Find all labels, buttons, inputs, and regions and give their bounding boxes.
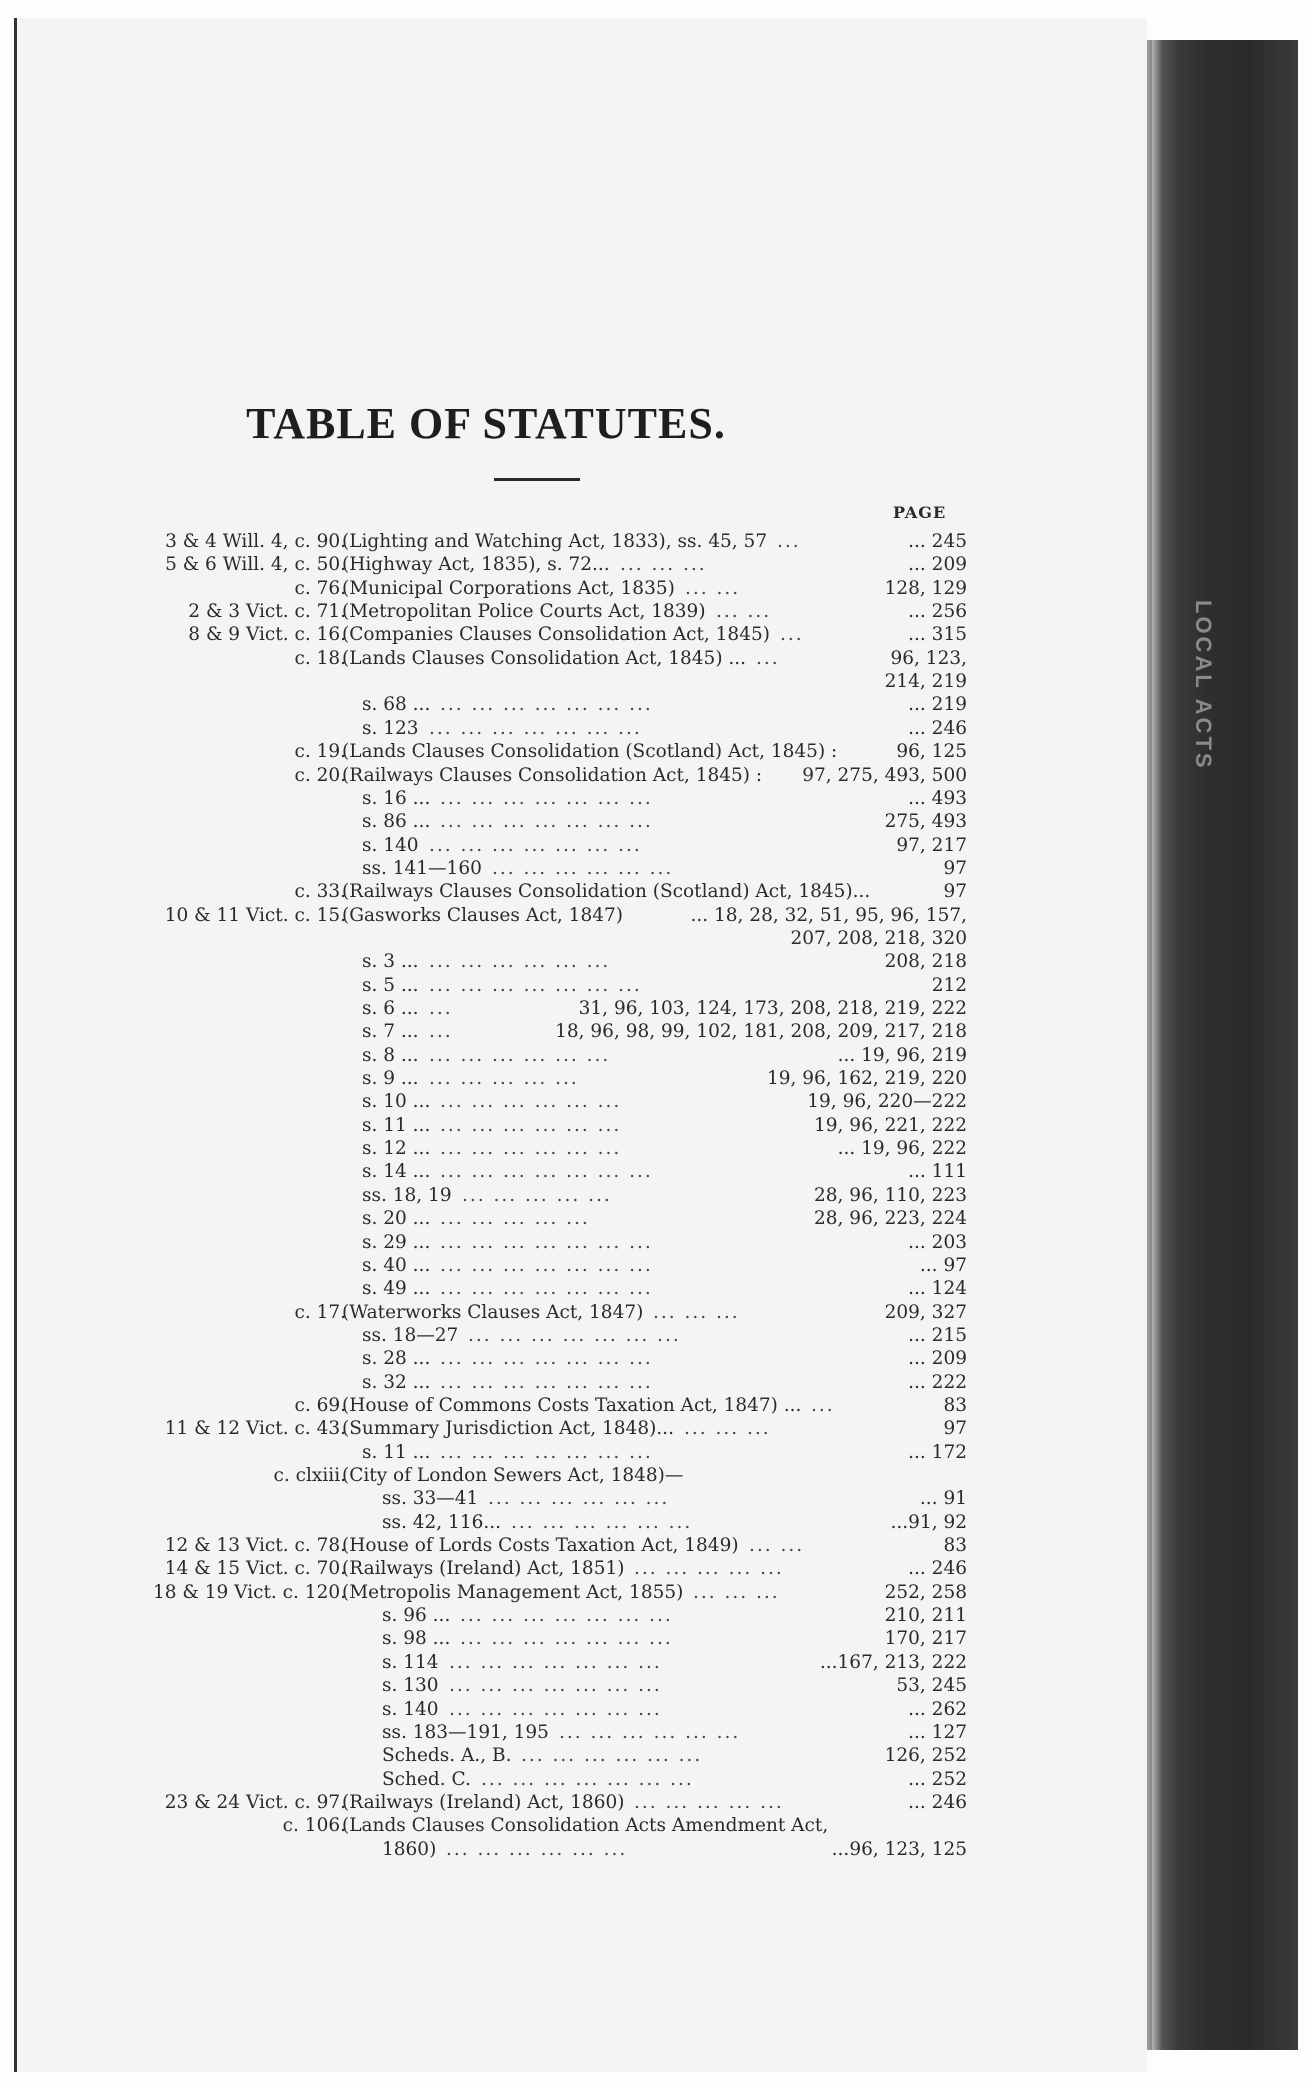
- statute-description: s. 7 ...: [362, 1021, 419, 1043]
- table-row: [0, 741, 1312, 762]
- leader-dots: ... ... ... ... ... ... ...: [460, 1605, 673, 1627]
- leader-dots: ... ... ... ... ... ... ...: [429, 834, 642, 856]
- statute-description: s. 123: [362, 717, 419, 739]
- statute-reference: 14 & 15 Vict. c. 70.: [164, 1558, 346, 1580]
- table-row: [0, 1372, 1312, 1393]
- page-reference: 83: [943, 1394, 967, 1416]
- table-row: [0, 951, 1312, 972]
- table-row: [0, 1255, 1312, 1276]
- table-row: [0, 1208, 1312, 1229]
- statute-reference: 5 & 6 Will. 4, c. 50.: [165, 554, 346, 576]
- leader-dots: ... ... ... ... ... ... ...: [449, 1675, 662, 1697]
- statute-description: s. 20 ...: [362, 1208, 431, 1230]
- statute-description: ss. 183—191, 195: [382, 1721, 549, 1743]
- leader-dots: ...: [429, 1021, 453, 1043]
- statute-reference: 8 & 9 Vict. c. 16.: [188, 624, 346, 646]
- page-reference: 275, 493: [884, 811, 967, 833]
- leader-dots: ... ... ... ... ... ... ...: [429, 717, 642, 739]
- page-reference: 28, 96, 223, 224: [814, 1208, 967, 1230]
- table-row: [0, 1302, 1312, 1323]
- page-reference: 83: [943, 1535, 967, 1557]
- page-reference: 208, 218: [884, 951, 967, 973]
- statute-description: s. 114: [382, 1651, 439, 1673]
- page-reference: ... 246: [908, 1791, 967, 1813]
- page-reference: ... 127: [908, 1721, 967, 1743]
- table-row: [0, 1792, 1312, 1813]
- leader-dots: ... ... ... ... ... ... ...: [440, 1441, 653, 1463]
- leader-dots: ... ... ... ... ... ...: [440, 1138, 622, 1160]
- statute-description: 1860): [382, 1838, 437, 1860]
- page-reference: ... 91: [919, 1488, 967, 1510]
- statute-reference: 11 & 12 Vict. c. 43.: [164, 1418, 346, 1440]
- page-reference: 97: [943, 857, 967, 879]
- table-row: [0, 1839, 1312, 1860]
- page-reference: 214, 219: [884, 671, 967, 693]
- statute-description: (Lands Clauses Consolidation Acts Amendment Act,: [342, 1815, 829, 1837]
- table-row: [0, 1628, 1312, 1649]
- page-reference: ... 219: [908, 694, 967, 716]
- statute-description: (Lands Clauses Consolidation Act, 1845) ...: [342, 647, 747, 669]
- statute-reference: c. 106.: [282, 1815, 346, 1837]
- leader-dots: ... ... ... ... ... ...: [440, 1091, 622, 1113]
- table-row: [0, 1815, 1312, 1836]
- page-reference: ... 18, 28, 32, 51, 95, 96, 157,: [690, 904, 967, 926]
- page-reference: ... 172: [908, 1441, 967, 1463]
- table-row: [0, 1068, 1312, 1089]
- statute-description: s. 9 ...: [362, 1068, 419, 1090]
- page-reference: ... 222: [908, 1371, 967, 1393]
- statute-description: s. 11 ...: [362, 1441, 431, 1463]
- leader-dots: ... ... ... ... ... ... ...: [440, 787, 653, 809]
- statute-description: s. 29 ...: [362, 1231, 431, 1253]
- table-row: [0, 1488, 1312, 1509]
- table-row: [0, 624, 1312, 645]
- page-reference: 97, 275, 493, 500: [802, 764, 967, 786]
- page-reference: 28, 96, 110, 223: [814, 1184, 967, 1206]
- leader-dots: ... ... ...: [653, 1301, 740, 1323]
- table-row: [0, 811, 1312, 832]
- table-row: [0, 1395, 1312, 1416]
- page-reference: ... 19, 96, 222: [837, 1138, 967, 1160]
- table-row: [0, 1185, 1312, 1206]
- statute-description: s. 49 ...: [362, 1278, 431, 1300]
- statute-description: s. 16 ...: [362, 787, 431, 809]
- leader-dots: ...: [429, 998, 453, 1019]
- statute-description: s. 130: [382, 1675, 439, 1697]
- statute-description: (Railways Clauses Consolidation Act, 1845) :: [342, 764, 763, 786]
- statute-description: (House of Lords Costs Taxation Act, 1849): [342, 1535, 739, 1557]
- leader-dots: ... ... ... ... ...: [429, 1068, 579, 1090]
- table-row: [0, 1465, 1312, 1486]
- table-row: [0, 1652, 1312, 1673]
- statute-description: ss. 18, 19: [362, 1184, 452, 1206]
- leader-dots: ... ... ... ... ... ... ...: [440, 1231, 653, 1253]
- page-reference: ... 262: [908, 1698, 967, 1720]
- statute-reference: c. clxiii.: [273, 1465, 346, 1486]
- table-row: [0, 998, 1312, 1019]
- table-row: [0, 1115, 1312, 1136]
- leader-dots: ... ... ... ... ... ...: [429, 1044, 611, 1066]
- page-column-heading: PAGE: [893, 503, 947, 522]
- page-reference: ... 246: [908, 717, 967, 739]
- leader-dots: ... ... ... ... ... ... ...: [440, 1348, 653, 1370]
- statute-reference: c. 69.: [294, 1394, 346, 1416]
- leader-dots: ... ... ... ... ... ... ...: [440, 1254, 653, 1276]
- leader-dots: ... ... ...: [684, 1418, 771, 1440]
- leader-dots: ... ... ...: [693, 1581, 780, 1603]
- leader-dots: ...: [780, 624, 804, 646]
- page-reference: ... 245: [908, 531, 967, 552]
- leader-dots: ... ... ...: [620, 554, 707, 576]
- page-reference: 97: [943, 881, 967, 903]
- page-reference: 212: [931, 974, 967, 996]
- page-reference: 170, 217: [884, 1628, 967, 1650]
- page-reference: ...96, 123, 125: [831, 1838, 967, 1860]
- leader-dots: ...: [777, 531, 801, 552]
- table-row: [0, 1535, 1312, 1556]
- page-reference: 19, 96, 220—222: [807, 1091, 967, 1113]
- page-reference: 128, 129: [884, 577, 967, 599]
- page-reference: 97, 217: [896, 834, 967, 856]
- page-reference: 18, 96, 98, 99, 102, 181, 208, 209, 217, 218: [555, 1021, 967, 1043]
- statute-description: s. 28 ...: [362, 1348, 431, 1370]
- table-row: [0, 881, 1312, 902]
- page-reference: 31, 96, 103, 124, 173, 208, 218, 219, 222: [578, 998, 967, 1019]
- page-reference: 53, 245: [896, 1675, 967, 1697]
- statute-description: s. 140: [362, 834, 419, 856]
- page-reference: ... 209: [908, 1348, 967, 1370]
- table-row: [0, 1675, 1312, 1696]
- spine-label: LOCAL ACTS: [1191, 600, 1216, 771]
- leader-dots: ... ... ... ... ... ...: [446, 1838, 628, 1860]
- leader-dots: ... ... ... ... ... ... ...: [440, 1371, 653, 1393]
- table-row: [0, 1232, 1312, 1253]
- table-row: [0, 1278, 1312, 1299]
- leader-dots: ... ... ... ... ... ...: [511, 1511, 693, 1533]
- leader-dots: ... ... ... ... ... ... ...: [440, 694, 653, 716]
- statute-description: s. 6 ...: [362, 998, 419, 1019]
- statute-description: ss. 33—41: [382, 1488, 479, 1510]
- table-row: [0, 601, 1312, 622]
- table-row: [0, 648, 1312, 669]
- page-reference: ... 246: [908, 1558, 967, 1580]
- table-row: [0, 1161, 1312, 1182]
- page-reference: ... 252: [908, 1768, 967, 1790]
- statute-description: (Lands Clauses Consolidation (Scotland) Act, 1845) :: [342, 741, 838, 763]
- statute-description: s. 10 ...: [362, 1091, 431, 1113]
- statute-reference: c. 76.: [294, 577, 346, 599]
- table-row: [0, 578, 1312, 599]
- page-reference: ... 215: [908, 1324, 967, 1346]
- leader-dots: ... ...: [716, 601, 772, 623]
- table-row: [0, 1138, 1312, 1159]
- table-row: [0, 1021, 1312, 1042]
- statute-description: s. 14 ...: [362, 1161, 431, 1183]
- page-reference: 210, 211: [884, 1605, 967, 1627]
- leader-dots: ... ... ... ... ...: [462, 1184, 612, 1206]
- page-reference: ... 111: [908, 1161, 967, 1183]
- table-row: [0, 905, 1312, 926]
- statute-description: ss. 18—27: [362, 1324, 459, 1346]
- statute-description: (Municipal Corporations Act, 1835): [342, 577, 675, 599]
- page-reference: ... 19, 96, 219: [837, 1044, 967, 1066]
- page-title: TABLE OF STATUTES.: [246, 399, 726, 448]
- statute-description: (Metropolis Management Act, 1855): [342, 1581, 684, 1603]
- table-row: [0, 1418, 1312, 1439]
- statute-description: ss. 42, 116...: [382, 1511, 502, 1533]
- page-reference: 19, 96, 221, 222: [814, 1114, 967, 1136]
- page-reference: 207, 208, 218, 320: [790, 927, 967, 949]
- table-row: [0, 1091, 1312, 1112]
- statute-description: (Railways (Ireland) Act, 1851): [342, 1558, 625, 1580]
- table-row: [0, 788, 1312, 809]
- statute-description: s. 32 ...: [362, 1371, 431, 1393]
- leader-dots: ... ... ... ... ... ... ...: [429, 974, 642, 996]
- table-row: [0, 1442, 1312, 1463]
- leader-dots: ...: [756, 647, 780, 669]
- table-row: [0, 554, 1312, 575]
- statute-description: s. 96 ...: [382, 1605, 451, 1627]
- leader-dots: ... ... ... ... ... ... ...: [481, 1768, 694, 1790]
- statute-description: ss. 141—160: [362, 857, 482, 879]
- statute-reference: c. 20.: [294, 764, 346, 786]
- page-reference: 96, 125: [896, 741, 967, 763]
- table-row: [0, 1348, 1312, 1369]
- page-reference: 209, 327: [884, 1301, 967, 1323]
- statute-description: (Highway Act, 1835), s. 72...: [342, 554, 610, 576]
- table-row: [0, 1325, 1312, 1346]
- leader-dots: ... ... ... ... ... ...: [429, 951, 611, 973]
- leader-dots: ... ... ... ... ... ... ...: [460, 1628, 673, 1650]
- table-row: [0, 694, 1312, 715]
- table-row: [0, 1769, 1312, 1790]
- leader-dots: ... ... ... ... ... ... ...: [449, 1651, 662, 1673]
- leader-dots: ... ... ... ... ... ... ...: [468, 1324, 681, 1346]
- page-reference: ... 315: [908, 624, 967, 646]
- table-row: [0, 858, 1312, 879]
- leader-dots: ... ...: [749, 1535, 805, 1557]
- table-row: [0, 531, 1312, 552]
- leader-dots: ... ... ... ... ... ... ...: [440, 811, 653, 833]
- statute-reference: c. 19.: [294, 741, 346, 763]
- leader-dots: ... ... ... ... ... ... ...: [440, 1278, 653, 1300]
- leader-dots: ...: [811, 1394, 835, 1416]
- statute-reference: c. 18.: [294, 647, 346, 669]
- page-reference: ... 209: [908, 554, 967, 576]
- table-row: [0, 1582, 1312, 1603]
- leader-dots: ... ... ... ... ...: [440, 1208, 590, 1230]
- statute-reference: 23 & 24 Vict. c. 97.: [164, 1791, 346, 1813]
- statute-reference: 3 & 4 Will. 4, c. 90.: [165, 531, 346, 552]
- statute-description: (Lighting and Watching Act, 1833), ss. 45, 57: [342, 531, 768, 552]
- statute-description: (Gasworks Clauses Act, 1847): [342, 904, 623, 926]
- table-row: [0, 718, 1312, 739]
- statute-reference: 2 & 3 Vict. c. 71.: [188, 601, 346, 623]
- statute-description: Sched. C.: [382, 1768, 471, 1790]
- table-row: [0, 1605, 1312, 1626]
- page-reference: 252, 258: [884, 1581, 967, 1603]
- table-row: [0, 928, 1312, 949]
- statute-description: s. 40 ...: [362, 1254, 431, 1276]
- statute-description: s. 11 ...: [362, 1114, 431, 1136]
- statute-description: (City of London Sewers Act, 1848)—: [342, 1465, 684, 1486]
- page-reference: 126, 252: [884, 1745, 967, 1767]
- table-row: [0, 1699, 1312, 1720]
- statute-reference: 10 & 11 Vict. c. 15.: [164, 904, 346, 926]
- leader-dots: ... ... ... ... ...: [634, 1791, 784, 1813]
- page-reference: ...91, 92: [890, 1511, 967, 1533]
- page-reference: ... 97: [919, 1254, 967, 1276]
- statute-description: (Railways Clauses Consolidation (Scotland) Act, 1845)...: [342, 881, 871, 903]
- leader-dots: ... ... ... ... ... ...: [488, 1488, 670, 1510]
- statute-description: (Summary Jurisdiction Act, 1848)...: [342, 1418, 674, 1440]
- page-reference: ... 203: [908, 1231, 967, 1253]
- statute-description: Scheds. A., B.: [382, 1745, 512, 1767]
- table-row: [0, 671, 1312, 692]
- leader-dots: ... ... ... ... ... ...: [559, 1721, 741, 1743]
- page-reference: ...167, 213, 222: [819, 1651, 967, 1673]
- table-row: [0, 1045, 1312, 1066]
- leader-dots: ... ... ... ... ... ...: [521, 1745, 703, 1767]
- table-row: [0, 765, 1312, 786]
- statute-description: s. 8 ...: [362, 1044, 419, 1066]
- statute-description: s. 140: [382, 1698, 439, 1720]
- table-row: [0, 835, 1312, 856]
- page-reference: ... 493: [908, 787, 967, 809]
- statute-reference: c. 17.: [294, 1301, 346, 1323]
- statute-reference: 12 & 13 Vict. c. 78.: [164, 1535, 346, 1557]
- statute-reference: c. 33.: [294, 881, 346, 903]
- table-row: [0, 1558, 1312, 1579]
- leader-dots: ... ... ... ... ... ...: [492, 857, 674, 879]
- page-reference: 19, 96, 162, 219, 220: [766, 1068, 967, 1090]
- statute-description: s. 5 ...: [362, 974, 419, 996]
- statute-description: s. 3 ...: [362, 951, 419, 973]
- table-row: [0, 1722, 1312, 1743]
- page-reference: ... 124: [908, 1278, 967, 1300]
- leader-dots: ... ...: [685, 577, 741, 599]
- page-reference: ... 256: [908, 601, 967, 623]
- statute-description: (Railways (Ireland) Act, 1860): [342, 1791, 625, 1813]
- page-reference: 96, 123,: [890, 647, 967, 669]
- statute-description: s. 86 ...: [362, 811, 431, 833]
- statute-description: (Companies Clauses Consolidation Act, 1845): [342, 624, 770, 646]
- leader-dots: ... ... ... ... ... ... ...: [440, 1161, 653, 1183]
- table-row: [0, 1745, 1312, 1766]
- statute-description: (Waterworks Clauses Act, 1847): [342, 1301, 644, 1323]
- page-reference: 97: [943, 1418, 967, 1440]
- leader-dots: ... ... ... ... ...: [634, 1558, 784, 1580]
- statute-description: s. 98 ...: [382, 1628, 451, 1650]
- table-row: [0, 975, 1312, 996]
- table-row: [0, 1512, 1312, 1533]
- statute-description: (House of Commons Costs Taxation Act, 1847) ...: [342, 1394, 802, 1416]
- leader-dots: ... ... ... ... ... ...: [440, 1114, 622, 1136]
- statute-reference: 18 & 19 Vict. c. 120.: [152, 1581, 346, 1603]
- statute-description: s. 68 ...: [362, 694, 431, 716]
- statute-description: s. 12 ...: [362, 1138, 431, 1160]
- title-rule: [494, 478, 580, 481]
- leader-dots: ... ... ... ... ... ... ...: [449, 1698, 662, 1720]
- statute-description: (Metropolitan Police Courts Act, 1839): [342, 601, 706, 623]
